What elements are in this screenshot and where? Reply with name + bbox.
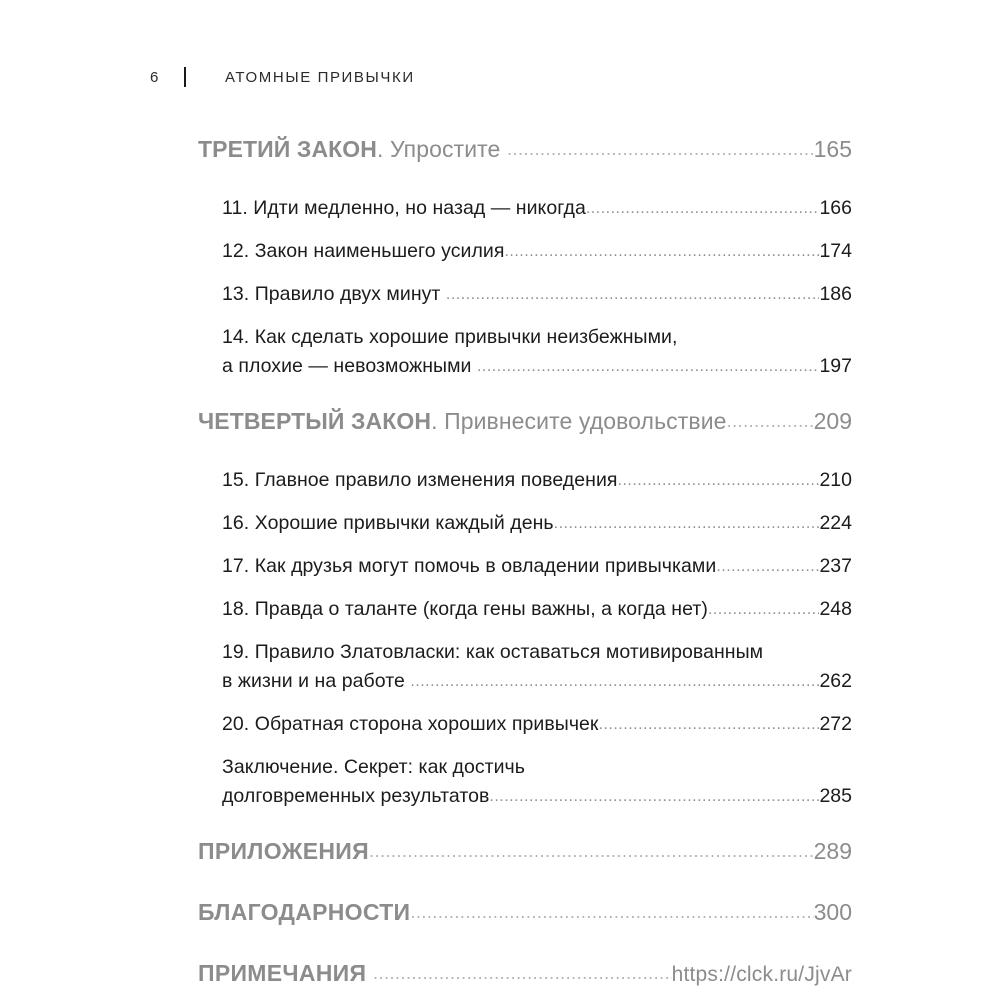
toc-entry-conclusion[interactable]: [198, 756, 852, 808]
toc-entry-chapter-14[interactable]: [198, 326, 852, 378]
toc-entry-chapter-13[interactable]: [198, 283, 852, 306]
toc-page-chapter-16: 224: [819, 512, 852, 534]
toc-entry-law-three[interactable]: [198, 136, 852, 163]
toc-page-law-four: 209: [813, 408, 852, 434]
spacer: [198, 621, 852, 641]
toc-law-three-strong: ТРЕТИЙ ЗАКОН: [198, 136, 377, 162]
spacer: [198, 578, 852, 598]
spacer: [198, 693, 852, 713]
dot-leader: [727, 411, 814, 432]
dot-leader: [369, 841, 814, 862]
toc-law-four-rest: . Привнесите удовольствие: [431, 408, 727, 434]
toc-label-chapter-12: 12. Закон наименьшего усилия: [222, 240, 505, 262]
toc-entry-chapter-12[interactable]: [198, 240, 852, 263]
page-folio: 6: [150, 68, 159, 86]
toc-label-law-four: [198, 408, 727, 435]
toc-page-law-three: 165: [813, 136, 852, 162]
dot-leader: [477, 358, 819, 376]
toc-entry-chapter-19[interactable]: [198, 641, 852, 693]
toc-page-chapter-20: 272: [819, 713, 852, 735]
toc-entry-acknowledgments[interactable]: [198, 899, 852, 926]
dot-leader: [599, 716, 820, 734]
toc-entry-notes[interactable]: [198, 960, 852, 987]
toc-entry-law-four[interactable]: [198, 408, 852, 435]
toc-label-notes: ПРИМЕЧАНИЯ: [198, 960, 374, 986]
toc-entry-chapter-18[interactable]: [198, 598, 852, 621]
dot-leader: [373, 963, 672, 984]
spacer: [198, 163, 852, 197]
spacer: [198, 306, 852, 326]
dot-leader: [586, 200, 820, 218]
toc-label-chapter-16: 16. Хорошие привычки каждый день: [222, 512, 554, 534]
toc-label-law-three: [198, 136, 507, 163]
toc-page-chapter-18: 248: [819, 598, 852, 620]
toc-notes-url[interactable]: https://clck.ru/JjvAr: [671, 963, 852, 986]
dot-leader: [507, 139, 814, 160]
spacer: [198, 535, 852, 555]
spacer: [198, 865, 852, 899]
dot-leader: [410, 673, 819, 691]
toc-label-acknowledgments: БЛАГОДАРНОСТИ: [198, 899, 411, 925]
spacer: [198, 378, 852, 408]
spacer: [198, 926, 852, 960]
book-title: АТОМНЫЕ ПРИВЫЧКИ: [225, 68, 415, 86]
toc-page-chapter-17: 237: [819, 555, 852, 577]
dot-leader: [708, 601, 820, 619]
dot-leader: [489, 788, 819, 806]
spacer: [198, 263, 852, 283]
toc-entry-chapter-15[interactable]: [198, 469, 852, 492]
toc-label-chapter-13: 13. Правило двух минут: [222, 283, 446, 305]
toc-law-three-rest: . Упростите: [377, 136, 507, 162]
toc-label-chapter-17: 17. Как друзья могут помочь в овладении привычками: [222, 555, 717, 577]
toc-label-chapter-14-line2: а плохие — невозможными: [222, 355, 477, 377]
toc-label-appendices: ПРИЛОЖЕНИЯ: [198, 838, 369, 864]
spacer: [198, 808, 852, 838]
toc-entry-chapter-17[interactable]: [198, 555, 852, 578]
table-of-contents: [198, 136, 852, 987]
spacer: [198, 736, 852, 756]
toc-entry-chapter-16[interactable]: [198, 512, 852, 535]
running-head-divider: [184, 67, 186, 87]
toc-label-conclusion-line2: долговременных результатов: [222, 785, 490, 807]
dot-leader: [504, 243, 819, 261]
toc-page-conclusion: 285: [819, 785, 852, 807]
toc-label-chapter-20: 20. Обратная сторона хороших привычек: [222, 713, 599, 735]
toc-page-chapter-12: 174: [819, 240, 852, 262]
toc-label-chapter-11: 11. Идти медленно, но назад — никогда: [222, 197, 586, 219]
dot-leader: [618, 472, 820, 490]
toc-law-four-strong: ЧЕТВЕРТЫЙ ЗАКОН: [198, 408, 432, 434]
toc-label-chapter-15: 15. Главное правило изменения поведения: [222, 469, 618, 491]
toc-label-chapter-18: 18. Правда о таланте (когда гены важны, а когда нет): [222, 598, 708, 620]
toc-entry-appendices[interactable]: [198, 838, 852, 865]
toc-page-appendices: 289: [813, 838, 852, 864]
spacer: [198, 435, 852, 469]
toc-page-acknowledgments: 300: [813, 899, 852, 925]
toc-page-chapter-13: 186: [819, 283, 852, 305]
running-head: [150, 64, 415, 90]
dot-leader: [410, 902, 813, 923]
toc-label-chapter-19-line1: 19. Правило Златовласки: как оставаться мотивированным: [222, 641, 764, 663]
toc-page-chapter-19: 262: [819, 670, 852, 692]
toc-page-chapter-15: 210: [819, 469, 852, 491]
toc-label-chapter-19-line2: в жизни и на работе: [222, 670, 411, 692]
dot-leader: [446, 286, 820, 304]
toc-label-conclusion-line1: Заключение. Секрет: как достичь: [222, 756, 525, 778]
spacer: [198, 220, 852, 240]
toc-entry-chapter-20[interactable]: [198, 713, 852, 736]
toc-page-chapter-11: 166: [819, 197, 852, 219]
toc-label-chapter-14-line1: 14. Как сделать хорошие привычки неизбежными,: [222, 326, 678, 348]
spacer: [198, 492, 852, 512]
toc-page-chapter-14: 197: [819, 355, 852, 377]
toc-entry-chapter-11[interactable]: [198, 197, 852, 220]
dot-leader: [554, 515, 820, 533]
dot-leader: [716, 558, 819, 576]
